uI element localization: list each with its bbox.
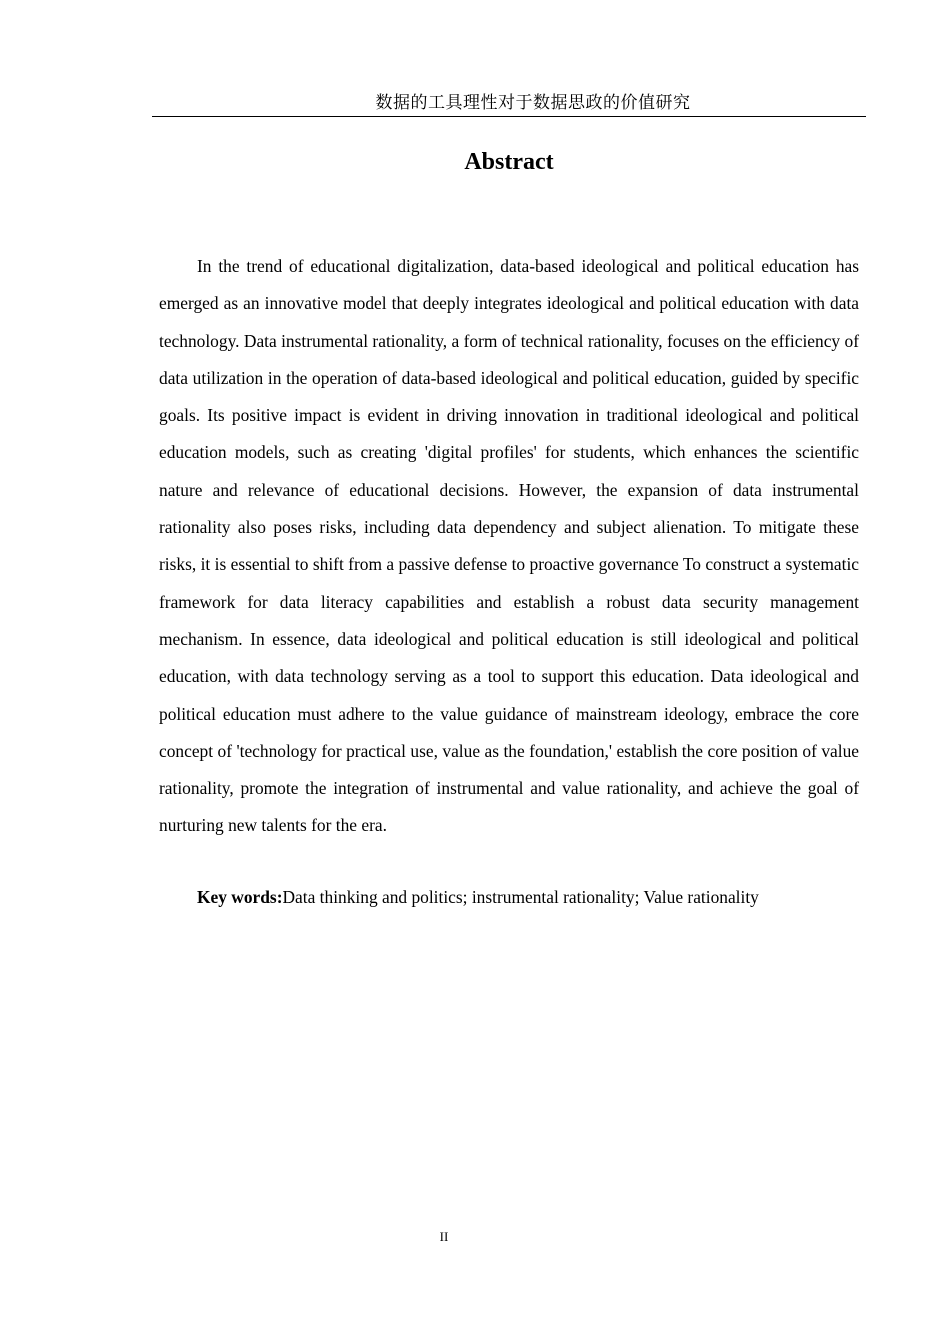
keywords-text: Data thinking and politics; instrumental rationality; Value rationality <box>282 887 759 907</box>
keywords-line <box>159 879 859 916</box>
abstract-title: Abstract <box>464 149 554 175</box>
abstract-body: In the trend of educational digitalization, data-based ideological and political education has emerged as an innovative model that deeply integrates ideological and political education with data technology. Data instrumental rationality, a form of technical rationality, focuses on the efficiency of data utilization in the operation of data-based ideological and political education, guided by specific goals. Its positive impact is evident in driving innovation in traditional ideological and political education models, such as creating 'digital profiles' for students, which enhances the scientific nature and relevance of educational decisions. However, the expansion of data instrumental rationality also poses risks, including data dependency and subject alienation. To mitigate these risks, it is essential to shift from a passive defense to proactive governance To construct a systematic framework for data literacy capabilities and establish a robust data security management mechanism. In essence, data ideological and political education is still ideological and political education, with data technology serving as a tool to support this education. Data ideological and political education must adhere to the value guidance of mainstream ideology, embrace the core concept of 'technology for practical use, value as the foundation,' establish the core position of value rationality, promote the integration of instrumental and value rationality, and achieve the goal of nurturing new talents for the era. <box>159 256 859 836</box>
keywords-label: Key words: <box>197 887 283 907</box>
page-number: II <box>439 1229 449 1244</box>
running-header <box>152 92 866 117</box>
running-header-title: 数据的工具理性对于数据思政的价值研究 <box>375 93 691 113</box>
